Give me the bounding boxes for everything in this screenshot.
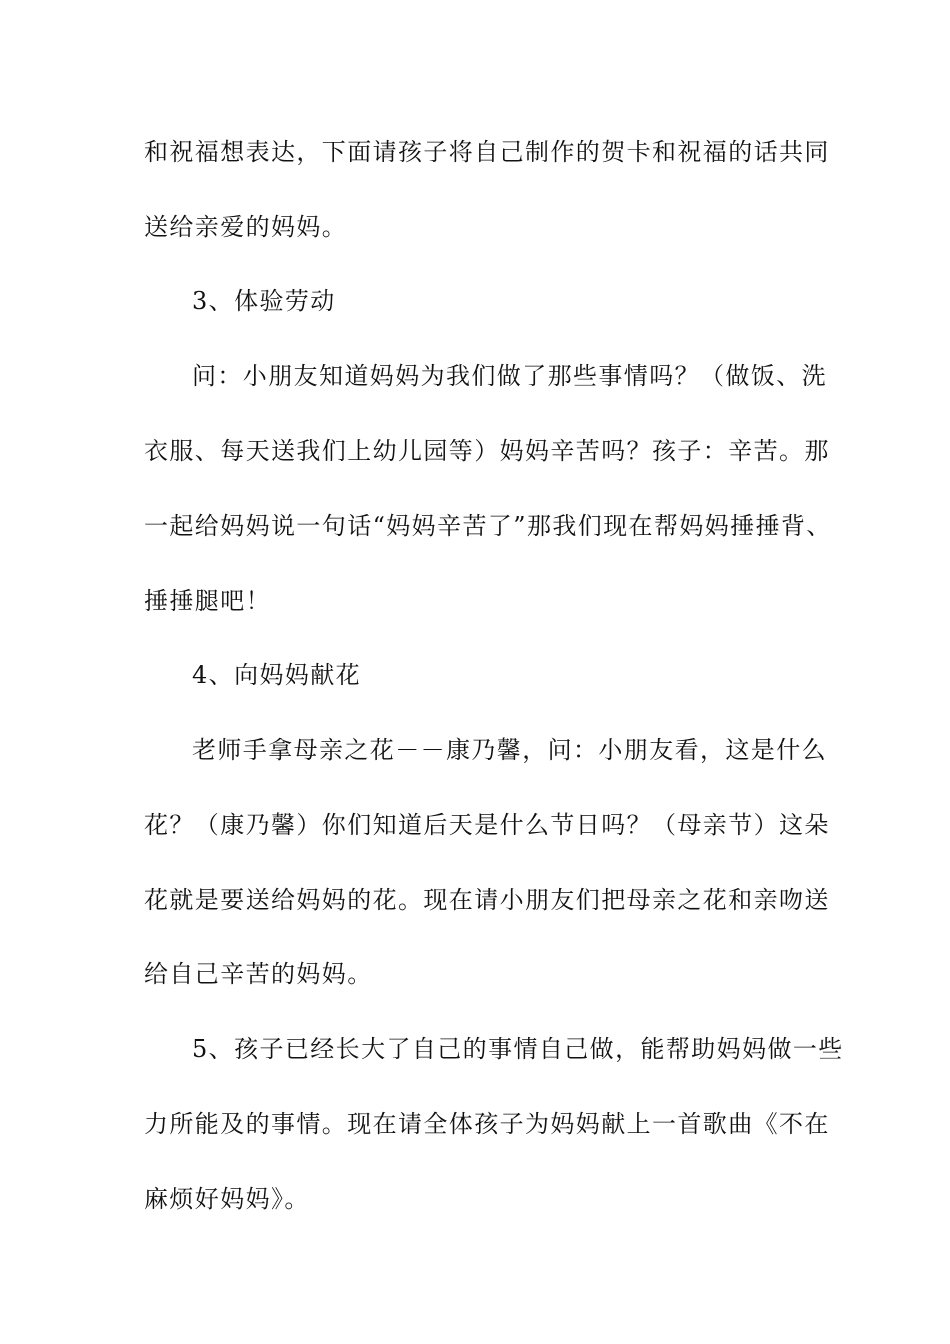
section-item-5: 5、孩子已经长大了自己的事情自己做，能帮助妈妈做一些 bbox=[192, 1035, 844, 1063]
paragraph-line: 问：小朋友知道妈妈为我们做了那些事情吗？（做饭、洗 bbox=[192, 362, 827, 390]
paragraph-line: 麻烦好妈妈》。 bbox=[144, 1185, 310, 1213]
paragraph-line: 捶捶腿吧！ bbox=[144, 587, 271, 615]
paragraph-line: 力所能及的事情。现在请全体孩子为妈妈献上一首歌曲《不在 bbox=[144, 1110, 830, 1138]
paragraph-line: 衣服、每天送我们上幼儿园等）妈妈辛苦吗？孩子：辛苦。那 bbox=[144, 437, 830, 465]
paragraph-line: 给自己辛苦的妈妈。 bbox=[144, 960, 373, 988]
paragraph-line: 一起给妈妈说一句话“妈妈辛苦了”那我们现在帮妈妈捶捶背、 bbox=[144, 512, 832, 540]
paragraph-continuation-line: 和祝福想表达，下面请孩子将自己制作的贺卡和祝福的话共同 bbox=[144, 138, 830, 166]
section-heading-4: 4、向妈妈献花 bbox=[192, 661, 362, 689]
section-heading-3: 3、体验劳动 bbox=[192, 287, 336, 315]
paragraph-line: 老师手拿母亲之花－－康乃馨，问：小朋友看，这是什么 bbox=[192, 736, 827, 764]
paragraph-line: 花就是要送给妈妈的花。现在请小朋友们把母亲之花和亲吻送 bbox=[144, 886, 830, 914]
paragraph-continuation-line: 送给亲爱的妈妈。 bbox=[144, 213, 348, 241]
paragraph-line: 花？（康乃馨）你们知道后天是什么节日吗？（母亲节）这朵 bbox=[144, 811, 830, 839]
